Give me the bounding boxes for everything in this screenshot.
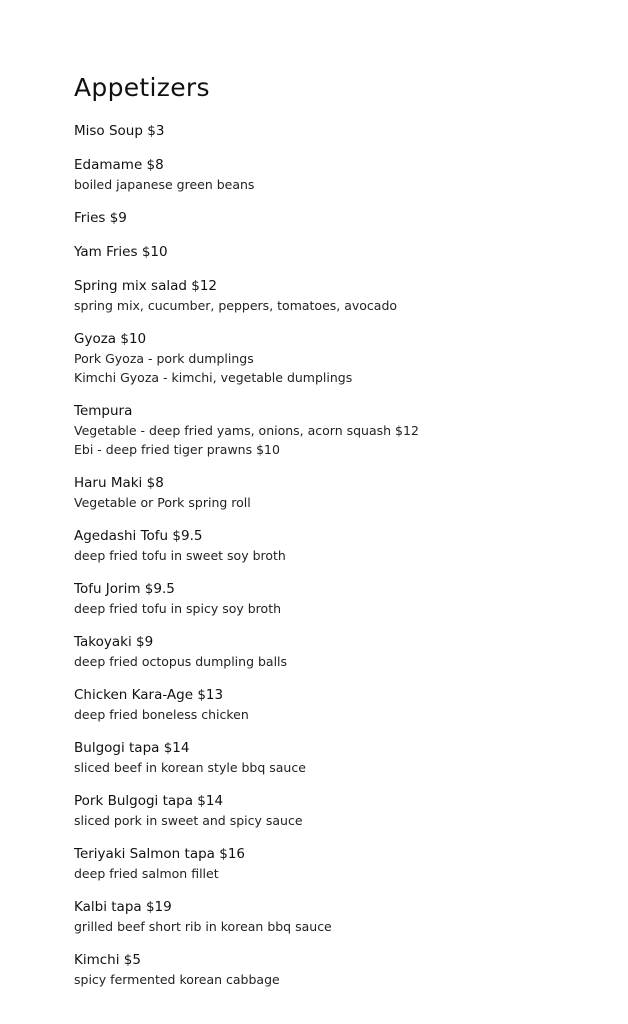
menu-item-name: Edamame $8: [74, 157, 164, 173]
menu-item-description: deep fried octopus dumpling balls: [74, 654, 288, 669]
menu-item-name: Haru Maki $8: [74, 475, 164, 491]
menu-item: [74, 633, 594, 671]
menu-item: [74, 402, 594, 459]
menu-item-name: Pork Bulgogi tapa $14: [74, 793, 224, 809]
menu-item-name: Kalbi tapa $19: [74, 899, 172, 915]
menu-item: [74, 580, 594, 618]
menu-item-description: deep fried salmon fillet: [74, 866, 219, 881]
menu-item-name: Fries $9: [74, 210, 127, 226]
menu-item-name: Spring mix salad $12: [74, 278, 217, 294]
menu-item-description: Ebi - deep fried tiger prawns $10: [74, 442, 280, 457]
menu-item-name: Takoyaki $9: [74, 634, 154, 650]
menu-item-description: boiled japanese green beans: [74, 177, 255, 192]
menu-item-name: Kimchi $5: [74, 952, 141, 968]
menu-item: [74, 792, 594, 830]
menu-item-description: deep fried tofu in spicy soy broth: [74, 601, 282, 616]
menu-item-name: Bulgogi tapa $14: [74, 740, 190, 756]
menu-item: [74, 156, 594, 194]
menu-item-name: Tempura: [74, 403, 133, 419]
menu-item: [74, 845, 594, 883]
menu-item-description: Vegetable - deep fried yams, onions, acorn squash $12: [74, 423, 419, 438]
menu-item: [74, 527, 594, 565]
menu-item-description: deep fried tofu in sweet soy broth: [74, 548, 286, 563]
menu-item-name: Miso Soup $3: [74, 123, 165, 139]
menu-item: [74, 243, 594, 262]
menu-title: Appetizers: [74, 73, 210, 102]
menu-item: [74, 277, 594, 315]
menu-item: [74, 209, 594, 228]
menu-item-description: spicy fermented korean cabbage: [74, 972, 280, 987]
menu-item: [74, 474, 594, 512]
menu-item: [74, 898, 594, 936]
menu-item: [74, 951, 594, 989]
menu-item-description: sliced pork in sweet and spicy sauce: [74, 813, 303, 828]
menu-item-name: Yam Fries $10: [74, 244, 168, 260]
menu-item: [74, 330, 594, 387]
menu-item-description: Pork Gyoza - pork dumplings: [74, 351, 254, 366]
menu-item-name: Gyoza $10: [74, 331, 147, 347]
menu-item: [74, 686, 594, 724]
menu-item-description: deep fried boneless chicken: [74, 707, 249, 722]
menu-item-description: Vegetable or Pork spring roll: [74, 495, 251, 510]
menu-item-name: Tofu Jorim $9.5: [74, 581, 175, 597]
menu-item-list: [74, 122, 594, 989]
menu-item-description: Kimchi Gyoza - kimchi, vegetable dumplings: [74, 370, 353, 385]
menu-item: [74, 739, 594, 777]
menu-item-description: spring mix, cucumber, peppers, tomatoes, avocado: [74, 298, 398, 313]
menu-item-name: Chicken Kara-Age $13: [74, 687, 224, 703]
menu-item: [74, 122, 594, 141]
menu-item-description: grilled beef short rib in korean bbq sauce: [74, 919, 332, 934]
menu-item-description: sliced beef in korean style bbq sauce: [74, 760, 306, 775]
menu-item-name: Agedashi Tofu $9.5: [74, 528, 203, 544]
menu-page: [74, 72, 594, 1004]
menu-item-name: Teriyaki Salmon tapa $16: [74, 846, 245, 862]
